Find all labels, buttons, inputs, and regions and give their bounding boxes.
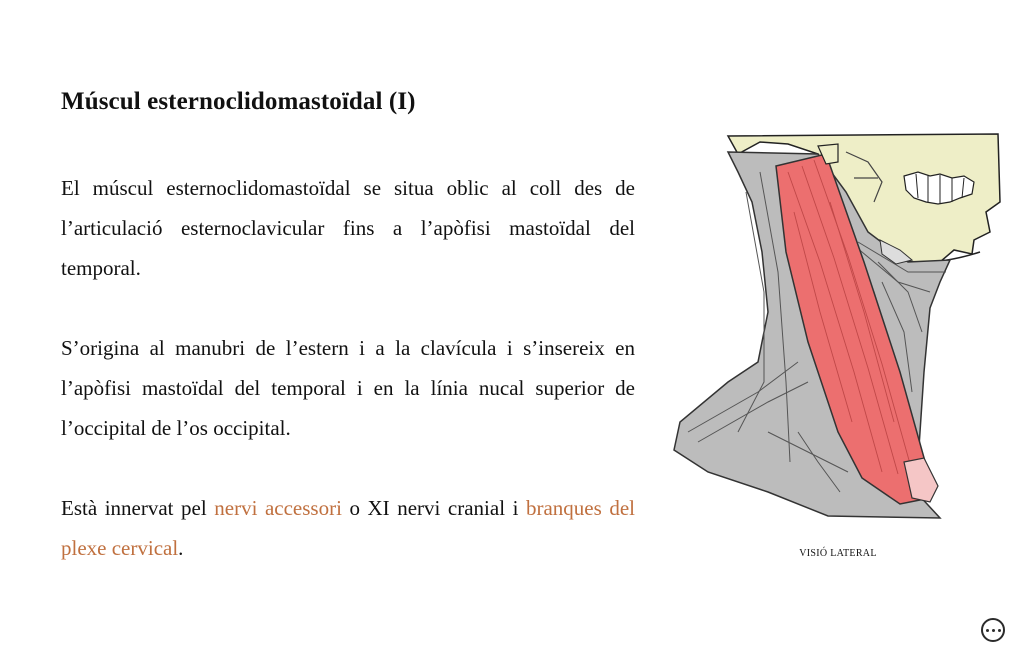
slide-body: [61, 168, 635, 608]
innervation-text-start: Està innervat pel: [61, 496, 215, 520]
innervation-text-middle: o XI nervi cranial i: [341, 496, 526, 520]
paragraph-innervation: [61, 488, 635, 568]
innervation-text-end: .: [178, 536, 184, 560]
more-options-icon[interactable]: [981, 618, 1005, 642]
figure-caption: VISIÓ LATERAL: [799, 548, 877, 559]
link-plexe-cervical[interactable]: branques del plexe cervical: [61, 496, 635, 560]
slide-title: Múscul esternoclidomastoïdal (I): [61, 88, 416, 115]
paragraph-origin-insertion: S’origina al manubri de l’estern i a la clavícula i s’insereix en l’apòfisi mastoïdal del temporal i en la línia nucal superior de l’occipital de l’os occipital.: [61, 336, 635, 440]
neck-muscle-illustration: [668, 132, 1004, 522]
paragraph-location: El múscul esternoclidomastoïdal se situa oblic al coll des de l’articulació esternoclavicular fins a l’apòfisi mastoïdal del temporal.: [61, 176, 635, 280]
link-nervi-accessori[interactable]: nervi accessori: [214, 496, 342, 520]
